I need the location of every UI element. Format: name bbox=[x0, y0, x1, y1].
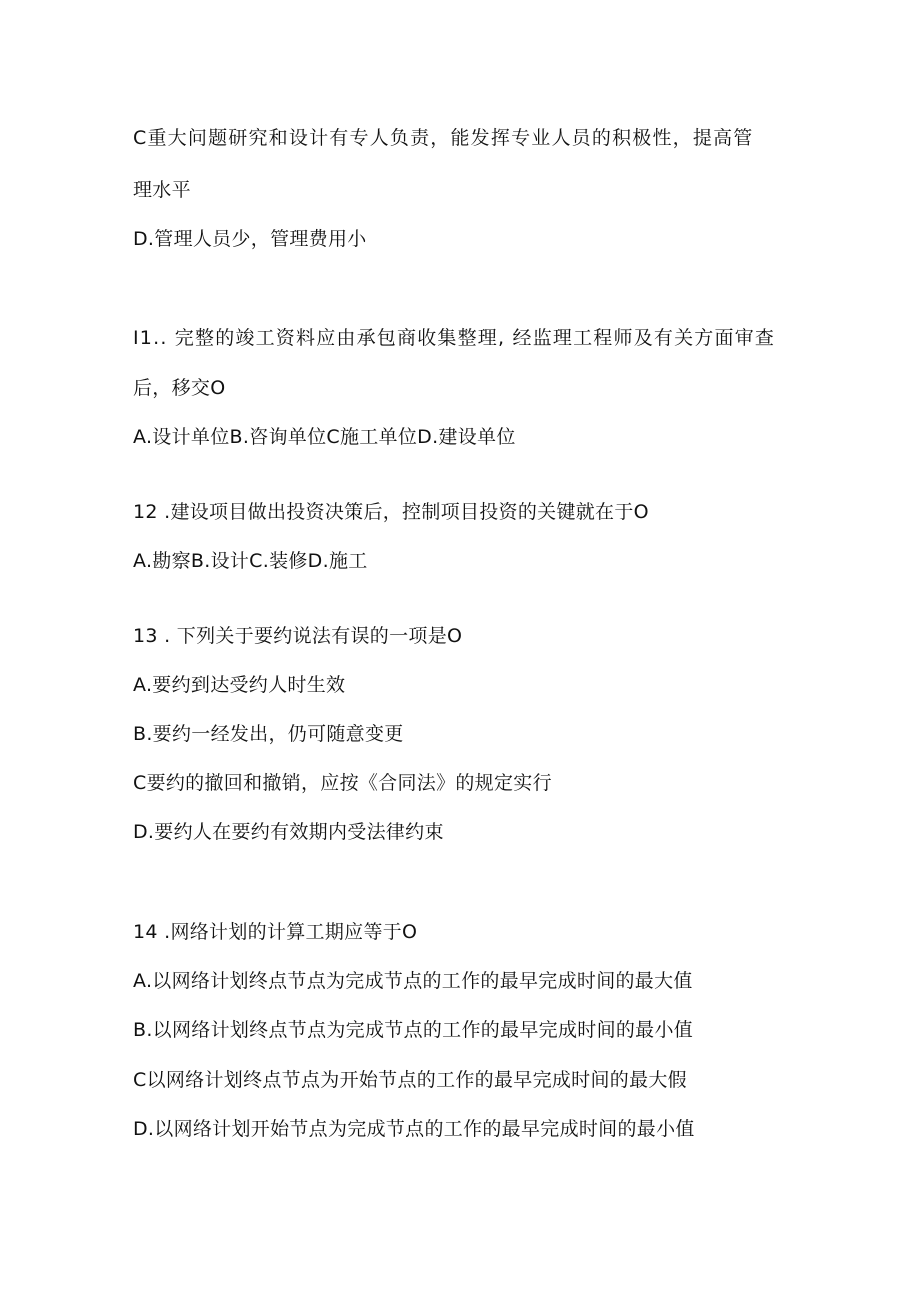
question-12-options: A.勘察B.设计C.装修D.施工 bbox=[133, 550, 368, 572]
question-13-option-a: A.要约到达受约人时生效 bbox=[133, 674, 346, 696]
question-14-option-b: B.以网络计划终点节点为完成节点的工作的最早完成时间的最小值 bbox=[133, 1019, 694, 1041]
question-14-option-d: D.以网络计划开始节点为完成节点的工作的最早完成时间的最小值 bbox=[133, 1118, 695, 1140]
question-14-text: 14 .网络计划的计算工期应等于O bbox=[133, 921, 418, 943]
option-d-text: D.管理人员少，管理费用小 bbox=[133, 228, 367, 250]
question-13-text: 13 . 下列关于要约说法有误的一项是O bbox=[133, 625, 463, 647]
question-14-option-a: A.以网络计划终点节点为完成节点的工作的最早完成时间的最大值 bbox=[133, 970, 693, 992]
question-13-option-d: D.要约人在要约有效期内受法律约束 bbox=[133, 821, 444, 843]
question-11-options: A.设计单位B.咨询单位C施工单位D.建设单位 bbox=[133, 426, 516, 448]
option-c-line-2: 理水平 bbox=[133, 179, 191, 201]
question-12-text: 12 .建设项目做出投资决策后，控制项目投资的关键就在于O bbox=[133, 501, 649, 523]
option-c-line-1: C重大问题研究和设计有专人负责，能发挥专业人员的积极性，提高管 bbox=[133, 127, 754, 149]
question-14-option-c: C以网络计划终点节点为开始节点的工作的最早完成时间的最大假 bbox=[133, 1069, 687, 1091]
question-13-option-b: B.要约一经发出，仍可随意变更 bbox=[133, 723, 404, 745]
question-13-option-c: C要约的撤回和撤销，应按《合同法》的规定实行 bbox=[133, 772, 552, 794]
question-11-line-1: I1.. 完整的竣工资料应由承包商收集整理, 经监理工程师及有关方面审查 bbox=[133, 327, 776, 349]
question-11-line-2: 后，移交O bbox=[133, 377, 226, 399]
